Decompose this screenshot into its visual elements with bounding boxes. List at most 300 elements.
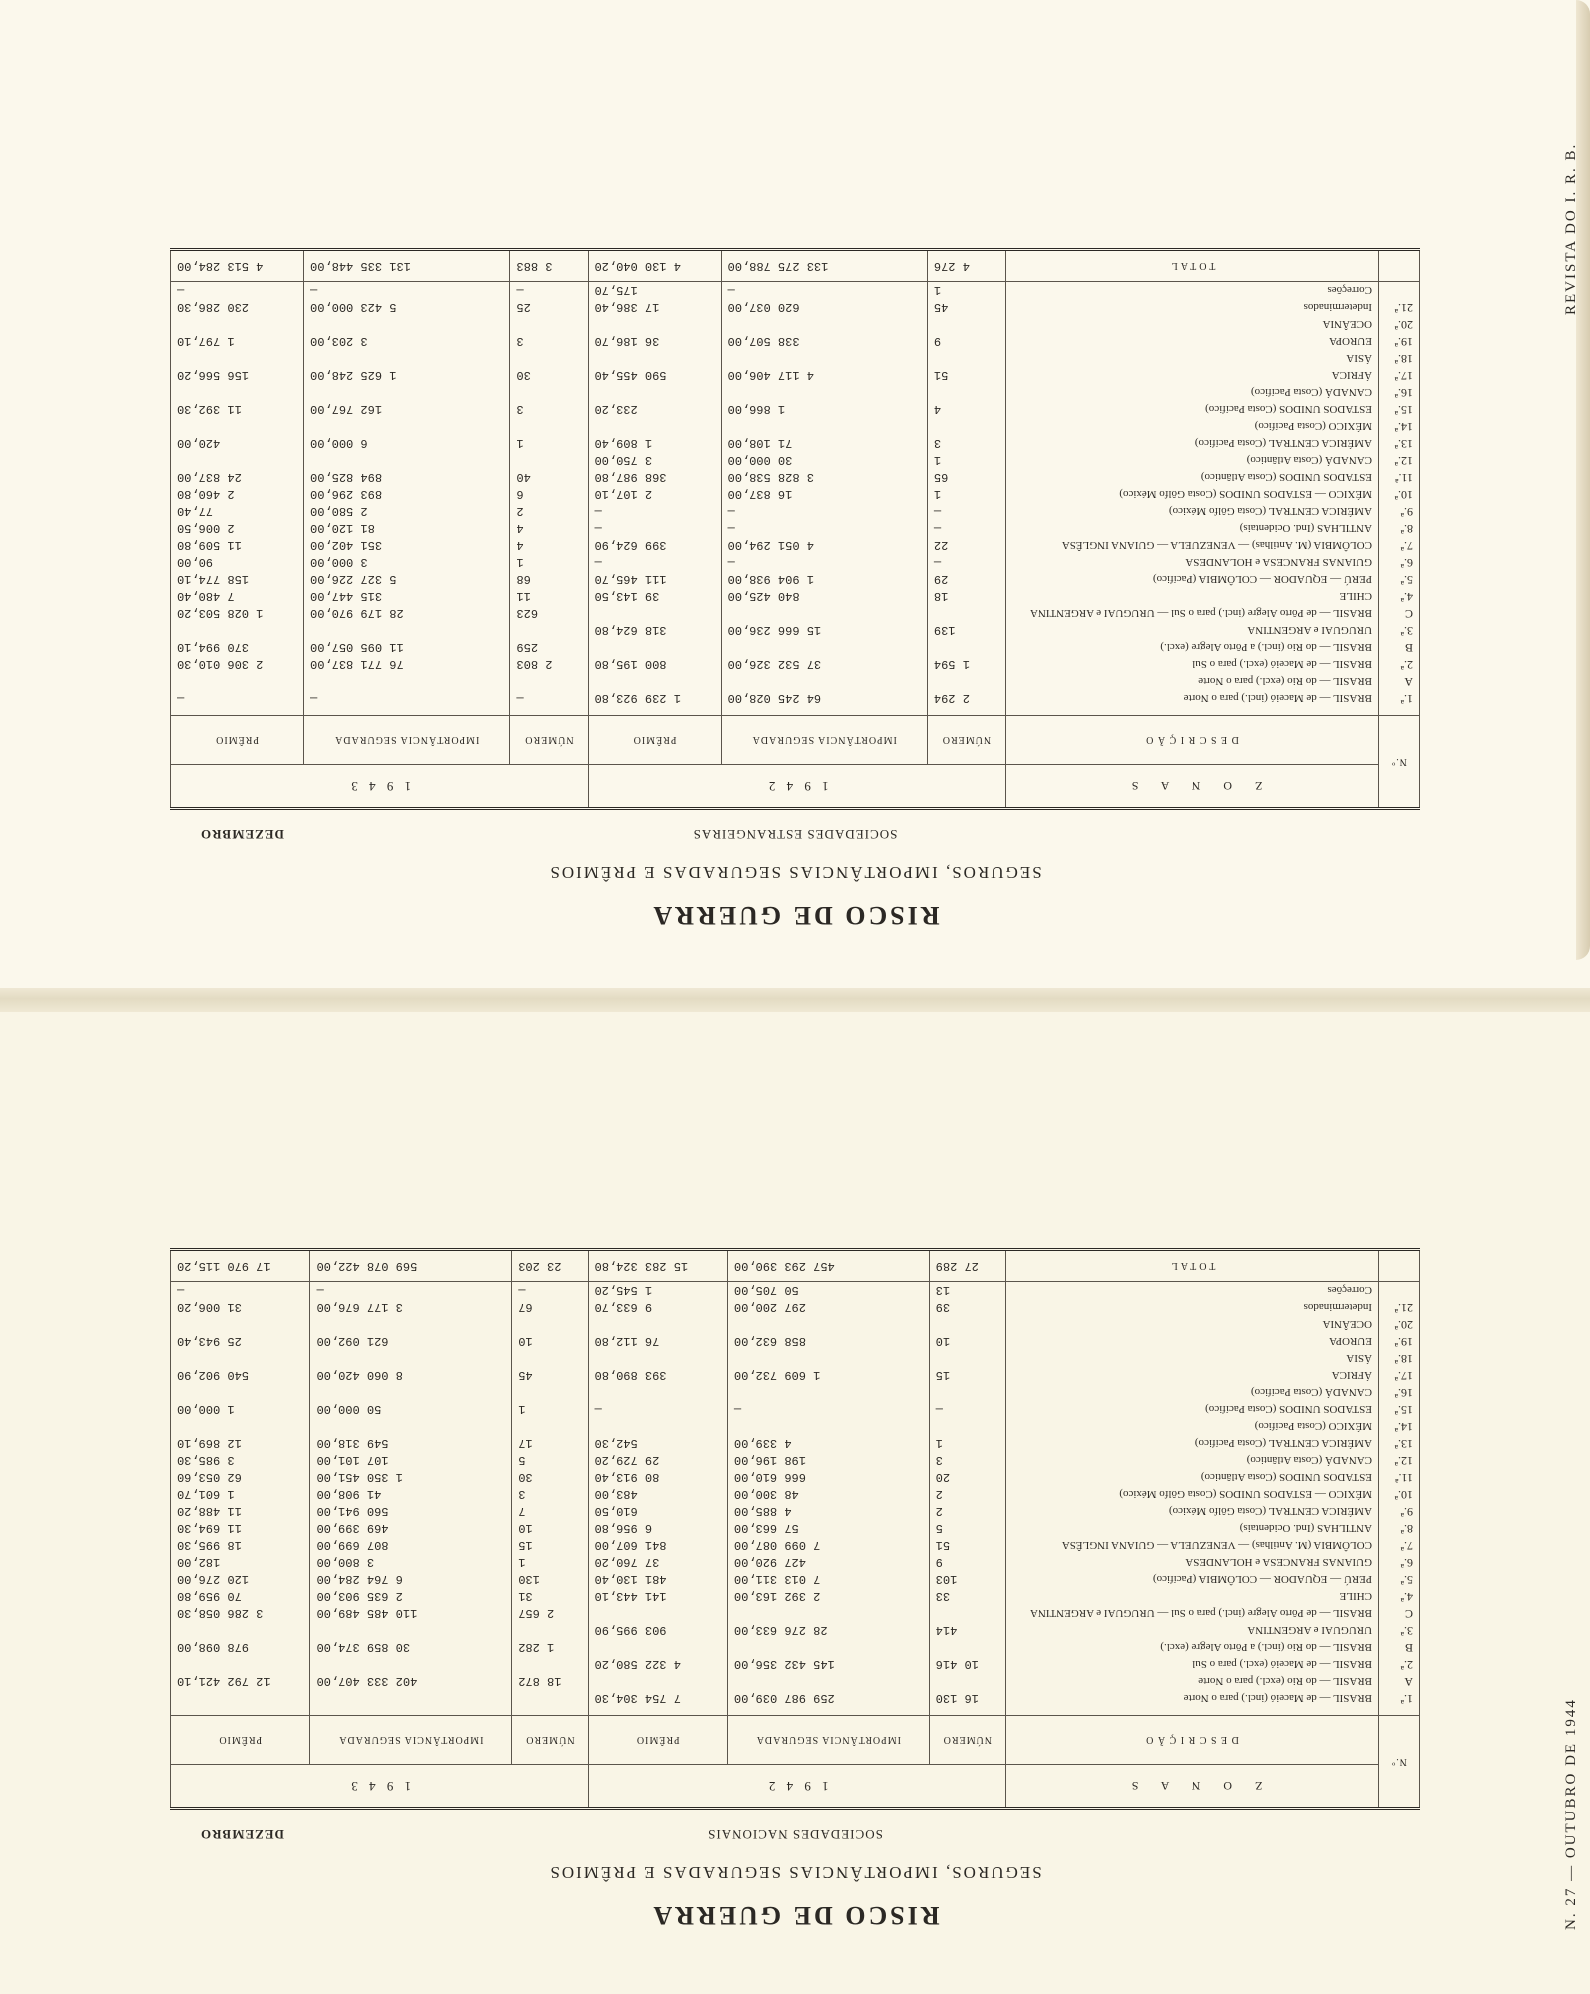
cell-premio-1942: 39 143,50 <box>588 588 721 605</box>
cell-numero-1942: 65 <box>927 469 1005 486</box>
cell-premio-1942 <box>588 1316 727 1333</box>
cell-importancia-1943: 894 825,00 <box>304 469 510 486</box>
table-row <box>171 622 1420 639</box>
table-row <box>171 1673 1420 1690</box>
row-number: 4.ª <box>1379 1588 1420 1605</box>
cell-premio-1943: 158 774,10 <box>171 571 304 588</box>
cell-numero-1942: 2 <box>929 1503 1005 1520</box>
cell-importancia-1942: 30 000,00 <box>721 452 927 469</box>
cell-premio-1942: 318 624,80 <box>588 622 721 639</box>
cell-importancia-1943 <box>304 673 510 690</box>
cell-premio-1943: 540 902,90 <box>171 1367 311 1384</box>
total-premio-1942: 15 283 324,80 <box>588 1250 727 1282</box>
row-description: BRASIL — de Maceió (excl.) para o Sul <box>1006 656 1379 673</box>
cell-numero-1942 <box>927 673 1005 690</box>
cell-numero-1942: 10 <box>929 1333 1005 1350</box>
cell-importancia-1943: 402 333 407,00 <box>310 1673 512 1690</box>
cell-numero-1942: 15 <box>929 1367 1005 1384</box>
table-row <box>171 537 1420 554</box>
cell-numero-1942: 103 <box>929 1571 1005 1588</box>
cell-numero-1943 <box>512 1690 588 1716</box>
cell-importancia-1943: 807 699,00 <box>310 1537 512 1554</box>
cell-numero-1943: 1 <box>510 554 588 571</box>
table-row <box>171 1554 1420 1571</box>
cell-numero-1943: 259 <box>510 639 588 656</box>
cell-premio-1942: 3 750,00 <box>588 452 721 469</box>
row-number: 9.ª <box>1379 1503 1420 1520</box>
cell-importancia-1943: 549 318,00 <box>310 1435 512 1452</box>
cell-premio-1943 <box>171 1690 311 1716</box>
cell-premio-1943: 11 509,80 <box>171 537 304 554</box>
table-row <box>171 282 1420 300</box>
cell-premio-1942: 2 107,10 <box>588 486 721 503</box>
row-description: EUROPA <box>1006 1333 1379 1350</box>
cell-numero-1942 <box>929 1384 1005 1401</box>
cell-importancia-1942 <box>727 1673 929 1690</box>
cell-importancia-1942 <box>721 673 927 690</box>
cell-importancia-1943: 110 485 489,00 <box>310 1605 512 1622</box>
cell-importancia-1943: 1 625 248,00 <box>304 367 510 384</box>
cell-numero-1942: 1 <box>929 1435 1005 1452</box>
cell-premio-1943: 156 566,20 <box>171 367 304 384</box>
cell-numero-1943 <box>510 673 588 690</box>
row-number: B <box>1379 639 1420 656</box>
table-row <box>171 1350 1420 1367</box>
header-zonas: Z O N A S <box>1006 1765 1379 1809</box>
cell-numero-1942: 39 <box>929 1299 1005 1316</box>
cell-premio-1942 <box>588 1605 727 1622</box>
row-number: 2.ª <box>1379 656 1420 673</box>
cell-premio-1943 <box>171 673 304 690</box>
row-description: AMÉRICA CENTRAL (Costa Gôlfo México) <box>1006 1503 1379 1520</box>
cell-importancia-1943: 469 399,00 <box>310 1520 512 1537</box>
book-gutter <box>0 988 1590 1012</box>
cell-premio-1942: 542,30 <box>588 1435 727 1452</box>
cell-importancia-1942: 427 920,00 <box>727 1554 929 1571</box>
cell-importancia-1943: 8 060 420,00 <box>310 1367 512 1384</box>
cell-importancia-1943: 3 800,00 <box>310 1554 512 1571</box>
cell-numero-1942 <box>927 350 1005 367</box>
table-row <box>171 418 1420 435</box>
row-description: ESTADOS UNIDOS (Costa Atlântico) <box>1006 469 1379 486</box>
row-description: COLÔMBIA (M. Antilhas) — VENEZUELA — GUIANA INGLÊSA <box>1006 537 1379 554</box>
cell-importancia-1943: 11 095 057,00 <box>304 639 510 656</box>
cell-premio-1943 <box>171 1656 311 1673</box>
cell-numero-1943 <box>510 350 588 367</box>
row-description: ÁFRICA <box>1006 367 1379 384</box>
cell-premio-1943: 370 994,10 <box>171 639 304 656</box>
row-number: 12.ª <box>1379 1452 1420 1469</box>
row-number: 5.ª <box>1379 571 1420 588</box>
row-number: 19.ª <box>1379 1333 1420 1350</box>
cell-premio-1942: 393 890,80 <box>588 1367 727 1384</box>
table-row <box>171 656 1420 673</box>
cell-numero-1942 <box>927 316 1005 333</box>
row-number: 10.ª <box>1379 1486 1420 1503</box>
cell-importancia-1942: — <box>721 503 927 520</box>
total-row <box>171 250 1420 282</box>
cell-premio-1943 <box>171 1316 311 1333</box>
cell-premio-1942 <box>588 384 721 401</box>
cell-importancia-1943 <box>310 1316 512 1333</box>
cell-numero-1943: 6 <box>510 486 588 503</box>
cell-importancia-1942: 2 392 163,00 <box>727 1588 929 1605</box>
header-year-1943: 1 9 4 3 <box>171 1765 589 1809</box>
cell-numero-1943: 30 <box>512 1469 588 1486</box>
cell-premio-1943: 1 000,00 <box>171 1401 311 1418</box>
cell-premio-1943 <box>171 384 304 401</box>
cell-numero-1942: 414 <box>929 1622 1005 1639</box>
cell-numero-1942: 2 294 <box>927 690 1005 716</box>
row-number: 14.ª <box>1379 1418 1420 1435</box>
cell-premio-1942: 7 754 304,30 <box>588 1690 727 1716</box>
row-description: BRASIL — do Rio (incl.) a Pôrto Alegre (excl.) <box>1006 639 1379 656</box>
cell-importancia-1943: — <box>304 690 510 716</box>
total-premio-1942: 4 130 040,20 <box>588 250 721 282</box>
row-number: C <box>1379 1605 1420 1622</box>
cell-importancia-1942: 858 632,00 <box>727 1333 929 1350</box>
table-row <box>171 1401 1420 1418</box>
row-number: 15.ª <box>1379 401 1420 418</box>
cell-numero-1942: 9 <box>929 1554 1005 1571</box>
cell-premio-1942: 175,70 <box>588 282 721 300</box>
total-numero-1943: 3 883 <box>510 250 588 282</box>
cell-premio-1943: 11 392,30 <box>171 401 304 418</box>
row-number: A <box>1379 1673 1420 1690</box>
cell-premio-1943: 7 480,40 <box>171 588 304 605</box>
row-description: GUIANAS FRANCESA e HOLANDESA <box>1006 1554 1379 1571</box>
cell-premio-1942: 1 545,20 <box>588 1282 727 1300</box>
cell-numero-1943: 623 <box>510 605 588 622</box>
row-number: 21.ª <box>1379 1299 1420 1316</box>
table-row <box>171 554 1420 571</box>
cell-premio-1943: 230 286,30 <box>171 299 304 316</box>
row-number: 20.ª <box>1379 1316 1420 1333</box>
cell-importancia-1942: 15 666 236,00 <box>721 622 927 639</box>
table-row <box>171 520 1420 537</box>
cell-importancia-1943: 50 000,00 <box>310 1401 512 1418</box>
cell-importancia-1943: 6 000,00 <box>304 435 510 452</box>
cell-numero-1943: 3 <box>510 401 588 418</box>
total-row <box>171 1250 1420 1282</box>
cell-premio-1943 <box>171 1622 311 1639</box>
cell-importancia-1942 <box>721 418 927 435</box>
row-description: COLÔMBIA (M. Antilhas) — VENEZUELA — GUIANA INGLÊSA <box>1006 1537 1379 1554</box>
cell-importancia-1942: 64 245 028,00 <box>721 690 927 716</box>
cell-importancia-1942 <box>721 639 927 656</box>
cell-numero-1943: 11 <box>510 588 588 605</box>
row-number: 1.ª <box>1379 690 1420 716</box>
row-description: BRASIL — de Maceió (incl.) para o Norte <box>1006 690 1379 716</box>
cell-importancia-1942: 840 425,00 <box>721 588 927 605</box>
month-label: DEZEMBRO <box>200 827 284 842</box>
cell-numero-1943 <box>512 1316 588 1333</box>
total-importancia-1942: 457 293 390,00 <box>727 1250 929 1282</box>
row-description: AMÉRICA CENTRAL (Costa Gôlfo México) <box>1006 503 1379 520</box>
row-description: CANADÁ (Costa Pacífico) <box>1006 1384 1379 1401</box>
page-subtitle: SEGUROS, IMPORTÂNCIAS SEGURADAS E PRÊMIOS <box>548 1863 1042 1882</box>
table-block-nacionais <box>0 1060 1590 1940</box>
cell-numero-1942: 13 <box>929 1282 1005 1300</box>
cell-importancia-1943: 3 177 676,00 <box>310 1299 512 1316</box>
cell-premio-1942 <box>588 350 721 367</box>
cell-importancia-1942: 7 099 087,00 <box>727 1537 929 1554</box>
cell-premio-1943: 1 028 503,20 <box>171 605 304 622</box>
cell-importancia-1943: 560 941,00 <box>310 1503 512 1520</box>
cell-numero-1942: 139 <box>927 622 1005 639</box>
cell-premio-1942: 903 995,90 <box>588 1622 727 1639</box>
cell-numero-1942: 16 130 <box>929 1690 1005 1716</box>
table-row <box>171 384 1420 401</box>
cell-premio-1942: 483,00 <box>588 1486 727 1503</box>
header-numero: NÚMERO <box>512 1716 588 1765</box>
cell-numero-1942 <box>927 418 1005 435</box>
cell-numero-1942: 1 <box>927 486 1005 503</box>
cell-premio-1942: 233,20 <box>588 401 721 418</box>
cell-importancia-1942: — <box>721 282 927 300</box>
row-description: PERÚ — EQUADOR — COLÔMBIA (Pacífico) <box>1006 1571 1379 1588</box>
header-year-1942: 1 9 4 2 <box>588 765 1005 809</box>
cell-importancia-1943: 5 423 000,00 <box>304 299 510 316</box>
cell-premio-1942: — <box>588 503 721 520</box>
row-number: 5.ª <box>1379 1571 1420 1588</box>
cell-numero-1943 <box>510 418 588 435</box>
cell-premio-1943: 2 460,80 <box>171 486 304 503</box>
header-importancia: IMPORTÂNCIA SEGURADA <box>727 1716 929 1765</box>
row-number: 17.ª <box>1379 1367 1420 1384</box>
cell-premio-1943 <box>171 622 304 639</box>
cell-premio-1942: 29 729,20 <box>588 1452 727 1469</box>
cell-importancia-1942 <box>721 350 927 367</box>
table-row <box>171 1469 1420 1486</box>
cell-premio-1942: 36 186,70 <box>588 333 721 350</box>
cell-importancia-1942: 338 507,00 <box>721 333 927 350</box>
cell-premio-1942: 368 987,80 <box>588 469 721 486</box>
header-importancia: IMPORTÂNCIA SEGURADA <box>721 716 927 765</box>
row-description: ÁSIA <box>1006 1350 1379 1367</box>
cell-importancia-1942: 297 200,00 <box>727 1299 929 1316</box>
cell-numero-1942: — <box>927 503 1005 520</box>
row-description: OCEÂNIA <box>1006 316 1379 333</box>
cell-premio-1942: 841 607,00 <box>588 1537 727 1554</box>
cell-premio-1943: 24 837,00 <box>171 469 304 486</box>
table-row <box>171 486 1420 503</box>
page-title: RISCO DE GUERRA <box>650 901 940 930</box>
cell-importancia-1943: 81 120,00 <box>304 520 510 537</box>
cell-importancia-1942 <box>721 384 927 401</box>
cell-importancia-1943 <box>310 1384 512 1401</box>
cell-importancia-1943: 893 296,00 <box>304 486 510 503</box>
cell-numero-1943: 10 <box>512 1333 588 1350</box>
cell-importancia-1943: 3 203,00 <box>304 333 510 350</box>
cell-premio-1943 <box>171 452 304 469</box>
cell-importancia-1942: 28 276 633,00 <box>727 1622 929 1639</box>
cell-numero-1942: 45 <box>927 299 1005 316</box>
total-label: TOTAL <box>1006 250 1379 282</box>
cell-numero-1943: — <box>510 282 588 300</box>
cell-numero-1943: 1 <box>510 435 588 452</box>
table-row <box>171 435 1420 452</box>
cell-premio-1942: 800 195,80 <box>588 656 721 673</box>
table-row <box>171 1452 1420 1469</box>
cell-premio-1942: — <box>588 1401 727 1418</box>
cell-premio-1942 <box>588 1350 727 1367</box>
table-row <box>171 1486 1420 1503</box>
row-description: BRASIL — de Pôrto Alegre (incl.) para o Sul — URUGUAI e ARGENTINA <box>1006 605 1379 622</box>
cell-numero-1943 <box>510 316 588 333</box>
cell-premio-1942: 481 130,40 <box>588 1571 727 1588</box>
row-number: 16.ª <box>1379 384 1420 401</box>
row-description: CANADÁ (Costa Pacífico) <box>1006 384 1379 401</box>
row-description: CANADÁ (Costa Atlântico) <box>1006 1452 1379 1469</box>
cell-numero-1942 <box>929 1605 1005 1622</box>
cell-importancia-1943 <box>304 384 510 401</box>
row-description: CHILE <box>1006 1588 1379 1605</box>
cell-importancia-1942 <box>721 605 927 622</box>
cell-premio-1943: 1 797,10 <box>171 333 304 350</box>
cell-premio-1943: 2 306 010,30 <box>171 656 304 673</box>
table-row <box>171 503 1420 520</box>
cell-importancia-1943 <box>304 350 510 367</box>
cell-numero-1942 <box>927 605 1005 622</box>
cell-numero-1943: 31 <box>512 1588 588 1605</box>
table-row <box>171 299 1420 316</box>
cell-numero-1943: 4 <box>510 520 588 537</box>
row-description: URUGUAI e ARGENTINA <box>1006 622 1379 639</box>
cell-importancia-1942 <box>727 1418 929 1435</box>
cell-importancia-1943: 351 402,00 <box>304 537 510 554</box>
row-number: 3.ª <box>1379 622 1420 639</box>
row-description: BRASIL — de Pôrto Alegre (incl.) para o Sul — URUGUAI e ARGENTINA <box>1006 1605 1379 1622</box>
table-row <box>171 1656 1420 1673</box>
cell-numero-1942: 10 416 <box>929 1656 1005 1673</box>
row-number: 11.ª <box>1379 469 1420 486</box>
cell-importancia-1942: 4 117 406,00 <box>721 367 927 384</box>
cell-premio-1943: 25 943,40 <box>171 1333 311 1350</box>
row-description: ANTILHAS (Ind. Ocidentais) <box>1006 520 1379 537</box>
header-no: N.º <box>1379 716 1420 809</box>
cell-premio-1942: 6 956,80 <box>588 1520 727 1537</box>
cell-premio-1943: 12 792 421,10 <box>171 1673 311 1690</box>
cell-numero-1943: 5 <box>512 1452 588 1469</box>
cell-premio-1942: 17 386,40 <box>588 299 721 316</box>
cell-premio-1943 <box>171 1418 311 1435</box>
cell-importancia-1942: 16 837,00 <box>721 486 927 503</box>
cell-premio-1943: 182,00 <box>171 1554 311 1571</box>
header-premio: PRÊMIO <box>171 716 304 765</box>
data-table <box>170 248 1420 810</box>
table-row <box>171 469 1420 486</box>
cell-numero-1943: 130 <box>512 1571 588 1588</box>
cell-premio-1943 <box>171 1384 311 1401</box>
cell-premio-1943: 77,40 <box>171 503 304 520</box>
cell-premio-1943 <box>171 316 304 333</box>
cell-importancia-1943: 2 580,00 <box>304 503 510 520</box>
cell-importancia-1942: 666 610,00 <box>727 1469 929 1486</box>
cell-numero-1943 <box>512 1418 588 1435</box>
total-premio-1943: 4 513 284,00 <box>171 250 304 282</box>
table-row <box>171 1367 1420 1384</box>
cell-importancia-1943 <box>304 316 510 333</box>
cell-importancia-1942: 7 013 311,00 <box>727 1571 929 1588</box>
cell-premio-1942 <box>588 673 721 690</box>
cell-importancia-1943: 2 635 903,00 <box>310 1588 512 1605</box>
cell-importancia-1943: — <box>304 282 510 300</box>
cell-premio-1943: — <box>171 282 304 300</box>
row-description: ANTILHAS (Ind. Ocidentais) <box>1006 1520 1379 1537</box>
cell-premio-1943: 12 869,10 <box>171 1435 311 1452</box>
cell-importancia-1942 <box>727 1639 929 1656</box>
cell-numero-1943: 4 <box>510 537 588 554</box>
row-number: 15.ª <box>1379 1401 1420 1418</box>
cell-importancia-1942: 50 705,00 <box>727 1282 929 1300</box>
cell-numero-1942: — <box>929 1401 1005 1418</box>
cell-premio-1943: 3 286 058,30 <box>171 1605 311 1622</box>
table-row <box>171 1588 1420 1605</box>
row-number: 13.ª <box>1379 435 1420 452</box>
table-row <box>171 1435 1420 1452</box>
row-number: 13.ª <box>1379 1435 1420 1452</box>
row-description: GUIANAS FRANCESA e HOLANDESA <box>1006 554 1379 571</box>
row-number: B <box>1379 1639 1420 1656</box>
cell-premio-1943: 62 053,60 <box>171 1469 311 1486</box>
cell-importancia-1942: 1 866,00 <box>721 401 927 418</box>
row-number: 7.ª <box>1379 1537 1420 1554</box>
table-row <box>171 588 1420 605</box>
row-number: 12.ª <box>1379 452 1420 469</box>
header-premio: PRÊMIO <box>171 1716 311 1765</box>
table-row <box>171 1384 1420 1401</box>
cell-numero-1942: 1 <box>927 282 1005 300</box>
cell-premio-1943 <box>171 1350 311 1367</box>
table-row <box>171 316 1420 333</box>
row-description: URUGUAI e ARGENTINA <box>1006 1622 1379 1639</box>
header-numero: NÚMERO <box>929 1716 1005 1765</box>
table-row <box>171 401 1420 418</box>
cell-numero-1943: 18 872 <box>512 1673 588 1690</box>
table-row <box>171 690 1420 716</box>
table-row <box>171 1299 1420 1316</box>
total-numero-1942: 4 276 <box>927 250 1005 282</box>
total-importancia-1943: 131 335 448,00 <box>304 250 510 282</box>
table-row <box>171 1690 1420 1716</box>
cell-importancia-1942: 4 339,00 <box>727 1435 929 1452</box>
row-description: ESTADOS UNIDOS (Costa Pacífico) <box>1006 1401 1379 1418</box>
row-number: 9.ª <box>1379 503 1420 520</box>
cell-numero-1943 <box>512 1350 588 1367</box>
cell-premio-1942: 80 913,40 <box>588 1469 727 1486</box>
cell-importancia-1943 <box>310 1418 512 1435</box>
cell-numero-1943: 1 <box>512 1401 588 1418</box>
cell-importancia-1942: 1 904 938,00 <box>721 571 927 588</box>
cell-numero-1943: — <box>510 690 588 716</box>
header-year-1942: 1 9 4 2 <box>588 1765 1005 1809</box>
table-row <box>171 1537 1420 1554</box>
cell-numero-1943: 2 <box>510 503 588 520</box>
row-description: BRASIL — de Maceió (incl.) para o Norte <box>1006 1690 1379 1716</box>
cell-numero-1943: 40 <box>510 469 588 486</box>
cell-numero-1942: 20 <box>929 1469 1005 1486</box>
cell-numero-1943: 10 <box>512 1520 588 1537</box>
table-row <box>171 605 1420 622</box>
cell-premio-1942: 590 455,40 <box>588 367 721 384</box>
cell-numero-1943: 17 <box>512 1435 588 1452</box>
total-number-cell <box>1379 1250 1420 1282</box>
cell-numero-1942: 51 <box>927 367 1005 384</box>
row-description: EUROPA <box>1006 333 1379 350</box>
cell-numero-1942: 1 594 <box>927 656 1005 673</box>
row-description: MÉXICO (Costa Pacífico) <box>1006 1418 1379 1435</box>
